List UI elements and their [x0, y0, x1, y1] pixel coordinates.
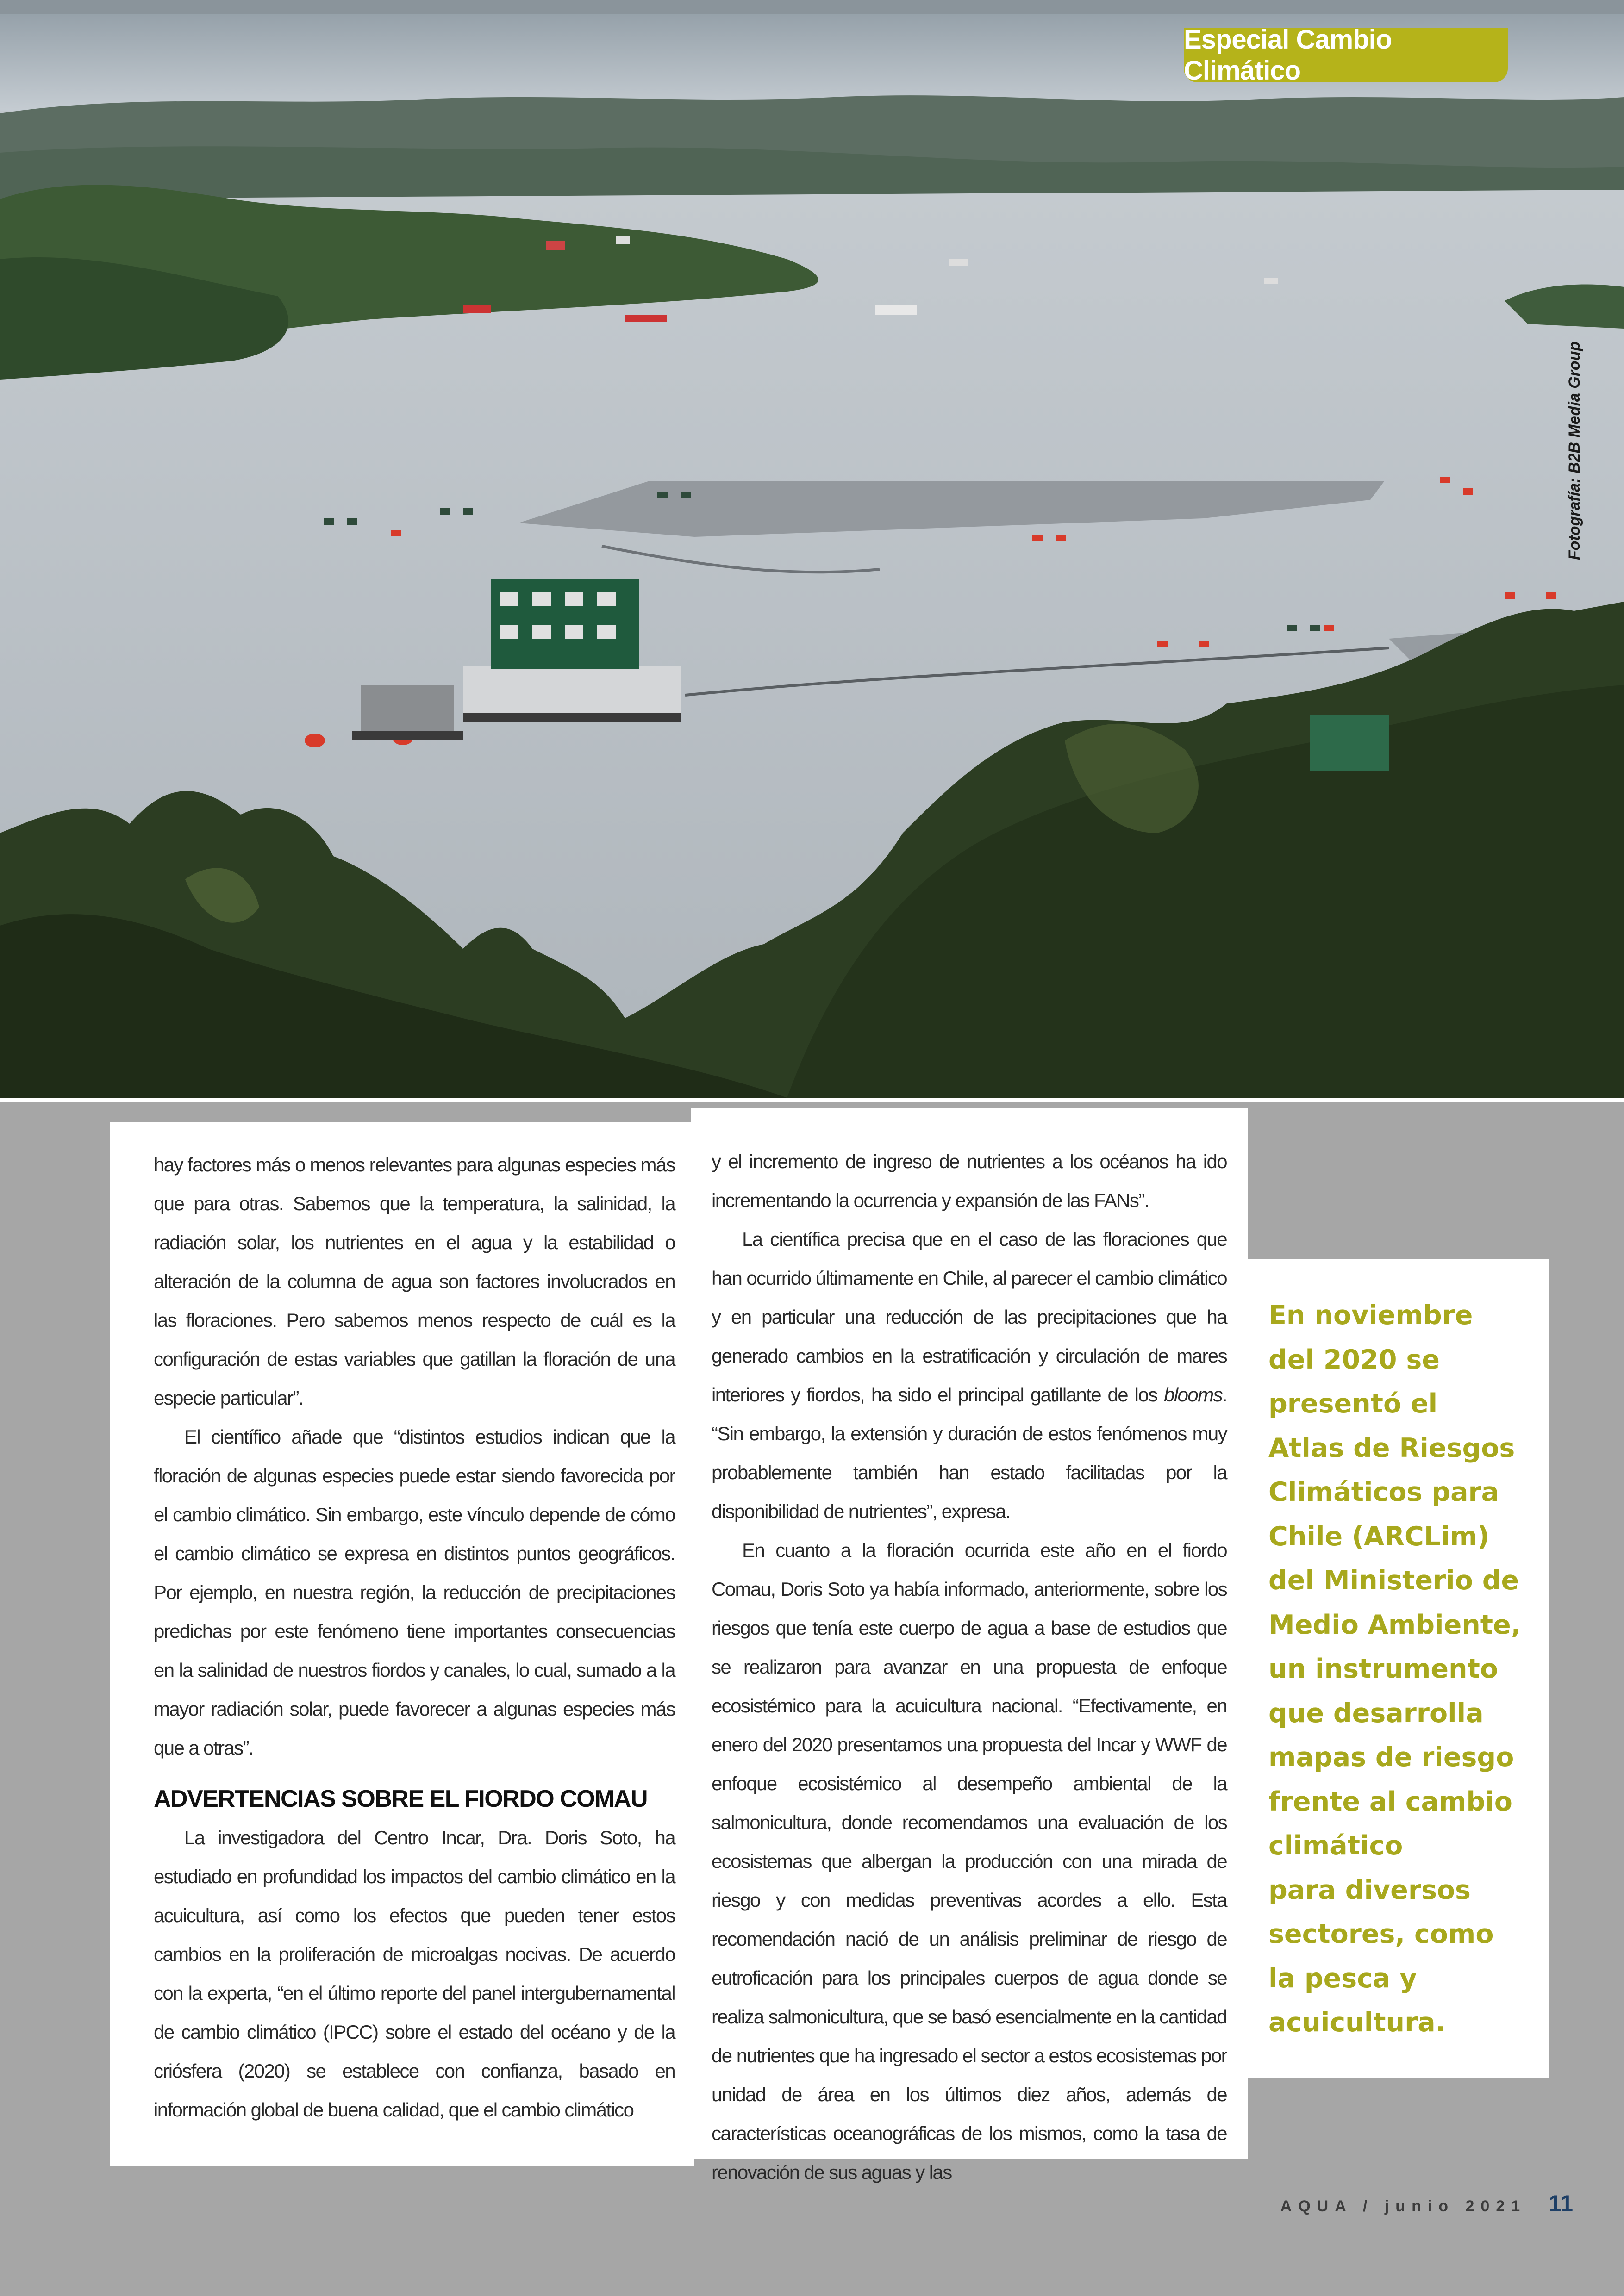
- pull-quote-line: la pesca y: [1268, 1963, 1417, 1994]
- paragraph-text: La científica precisa que en el caso de las floraciones que han ocurrido últimamente en Chile, al parecer el cambio climático y en particular una reducción de las precipitaciones que ha generado cambios en la estratificación y circulación de mares interiores y fiordos, ha sido el principal gatillante de los: [712, 1228, 1227, 1406]
- pull-quote-line: un instrumento: [1268, 1654, 1499, 1684]
- photo-divider: [0, 1098, 1624, 1102]
- emphasis-blooms: blooms: [1164, 1384, 1222, 1406]
- pull-quote-line: En noviembre: [1268, 1300, 1473, 1331]
- section-tab: Especial Cambio Climático: [1184, 28, 1508, 82]
- magazine-issue: AQUA / junio 2021: [1280, 2197, 1527, 2215]
- pull-quote-line: Atlas de Riesgos: [1268, 1432, 1515, 1463]
- paragraph: [712, 1220, 1227, 1531]
- pull-quote-line: Medio Ambiente,: [1268, 1609, 1521, 1640]
- article-column-2: [691, 1108, 1248, 2183]
- pull-quote: [1248, 1259, 1549, 2078]
- paragraph: En cuanto a la floración ocurrida este año en el fiordo Comau, Doris Soto ya había informado, anteriormente, sobre los riesgos que tenía este cuerpo de agua a base de estudios que se realizaron para avanzar en una propuesta de enfoque ecosistémico para la acuicultura nacional. “Efectivamente, en enero del 2020 presentamos una propuesta del Incar y WWF de enfoque ecosistémico al desempeño ambiental de la salmonicultura, donde recomendamos una evaluación de los ecosistemas que albergan la producción con una mirada de riesgo y con medidas preventivas acordes a ello. Esta recomendación nació de un análisis preliminar de riesgo de eutroficación para los principales cuerpos de agua donde se realiza salmonicultura, que se basó esencialmente en la cantidad de nutrientes que ha ingresado el sector a estos ecosistemas por unidad de área en los últimos diez años, además de características oceanográficas de los mismos, como la tasa de renovación de sus aguas y las: [712, 1539, 1227, 2183]
- pull-quote-line: mapas de riesgo: [1268, 1742, 1514, 1773]
- page-number: 11: [1549, 2190, 1573, 2216]
- pull-quote-line: para diversos: [1268, 1874, 1471, 1905]
- pull-quote-line: que desarrolla: [1268, 1698, 1484, 1729]
- article-column-1: [110, 1122, 694, 2166]
- pull-quote-line: del 2020 se: [1268, 1344, 1440, 1375]
- pull-quote-line: sectores, como: [1268, 1919, 1494, 1949]
- paragraph: La investigadora del Centro Incar, Dra. Doris Soto, ha estudiado en profundidad los impactos del cambio climático en la acuicultura, así como los efectos que pueden tener estos cambios en la proliferación de microalgas nocivas. De acuerdo con la experta, “en el último reporte del panel intergubernamental de cambio climático (IPCC) sobre el estado del océano y de la criósfera (2020) se establece con confianza, basado en información global de buena calidad, que el cambio climático: [154, 1827, 675, 2121]
- page-footer: [1280, 2190, 1573, 2217]
- pull-quote-line: frente al cambio: [1268, 1786, 1512, 1817]
- paragraph: y el incremento de ingreso de nutrientes a los océanos ha ido incrementando la ocurrencia y expansión de las FANs”.: [712, 1151, 1227, 1211]
- pull-quote-line: acuicultura.: [1268, 2007, 1446, 2038]
- photo-credit: Fotografía: B2B Media Group: [1566, 341, 1583, 560]
- paragraph: hay factores más o menos relevantes para algunas especies más que para otras. Sabemos que la temperatura, la salinidad, la radiación solar, los nutrientes en el agua y la estabilidad o alteración de la columna de agua son factores involucrados en las floraciones. Pero sabemos menos respecto de cuál es la configuración de estas variables que gatillan la floración de una especie particular”.: [154, 1154, 675, 1409]
- paragraph: El científico añade que “distintos estudios indican que la floración de algunas especies puede estar siendo favorecida por el cambio climático. Sin embargo, este vínculo depende de cómo el cambio climático se expresa en distintos puntos geográficos. Por ejemplo, en nuestra región, la reducción de precipitaciones predichas por este fenómeno tiene importantes consecuencias en la salinidad de nuestros fiordos y canales, lo cual, sumado a la mayor radiación solar, puede favorecer a algunas especies más que a otras”.: [154, 1426, 675, 1759]
- pull-quote-line: del Ministerio de: [1268, 1565, 1519, 1596]
- pull-quote-line: Climáticos para: [1268, 1477, 1499, 1507]
- section-heading: ADVERTENCIAS SOBRE EL FIORDO COMAU: [154, 1786, 648, 1812]
- pull-quote-line: presentó el: [1268, 1388, 1438, 1419]
- pull-quote-line: Chile (ARCLim): [1268, 1521, 1490, 1552]
- salmon-farm-fjord-photo: [0, 0, 1624, 1098]
- paragraph-text: . “Sin embargo, la extensión y duración de estos fenómenos muy probablemente también han estado facilitadas por la disponibilidad de nutrientes”, expresa.: [712, 1384, 1227, 1522]
- pull-quote-line: climático: [1268, 1830, 1403, 1861]
